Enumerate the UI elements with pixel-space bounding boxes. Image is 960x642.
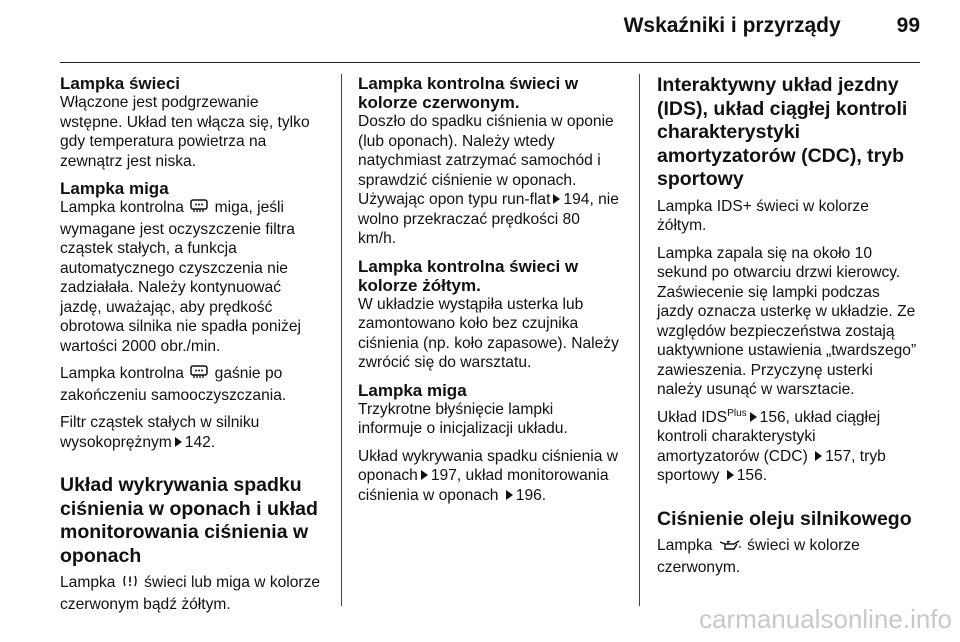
text-span: gaśnie po zakończeniu samooczyszczania. — [60, 365, 287, 404]
superscript: Plus — [727, 407, 747, 419]
paragraph — [60, 413, 322, 452]
text-span: Filtr cząstek stałych w silniku wysokoprężnym — [60, 414, 260, 451]
column-1 — [60, 74, 322, 622]
oil-can-icon — [719, 538, 741, 558]
text-span: Lampka kontrolna — [60, 365, 184, 382]
section-lamp-flashing-2 — [358, 381, 620, 506]
text-span: miga, jeśli wymagane jest oczyszczenie filtra cząstek stałych, a funkcja automatycznego czyszczenia nie zadziałała. Należy kontynuować jazdę, uważając, aby prędkość obrotowa silnika nie spadła poniżej wartości 2000 obr./min. — [60, 199, 301, 355]
column-2 — [358, 74, 620, 513]
page-reference-icon — [815, 451, 822, 461]
page-reference-icon — [727, 470, 734, 480]
section-heading: Interaktywny układ jezdny (IDS), układ ciągłej kontroli charakterystyki amortyzatorów (CDC), tryb sportowy — [657, 74, 908, 190]
section-lamp-flashing — [60, 179, 322, 452]
watermark: carmanualsonline.info — [699, 604, 952, 634]
section-red-lamp — [358, 74, 620, 249]
text-span: nie wolno przekraczać prędkości 80 km/h. — [358, 191, 619, 247]
page-reference[interactable]: 196. — [515, 486, 547, 504]
page-reference[interactable]: 157, tryb sportowy — [657, 447, 886, 484]
paragraph — [60, 198, 322, 356]
text-span: Lampka — [60, 574, 116, 591]
section-heading: Lampka świeci — [60, 74, 181, 93]
page-title: Wskaźniki i przyrządy — [623, 14, 841, 37]
column-divider-1 — [341, 74, 342, 606]
section-oil-pressure — [657, 508, 919, 578]
paragraph — [60, 364, 322, 405]
section-heading: Lampka kontrolna świeci w kolorze żółtym. — [358, 256, 579, 295]
page-reference-icon — [750, 412, 757, 422]
page-reference[interactable]: 142. — [184, 433, 216, 451]
paragraph: Lampka zapala się na około 10 sekund po otwarciu drzwi kierowcy. Zaświecenie się lampki podczas jazdy oznacza usterkę w układzie. Ze względów bezpieczeństwa zostają uaktywnione ustawienia „twardszego” zawieszenia. Przyczynę usterki należy usunąć w warsztacie. — [657, 244, 917, 398]
section-tire-pressure — [60, 474, 322, 614]
page-reference-icon — [175, 437, 182, 447]
page-reference[interactable]: 156. — [736, 467, 768, 484]
paragraph: Lampka IDS+ świeci w kolorze żółtym. — [657, 197, 869, 234]
text-span: Lampka kontrolna — [60, 199, 184, 216]
paragraph — [657, 408, 919, 486]
section-lamp-on — [60, 74, 322, 171]
text-span: Układ wykrywania spadku ciśnienia w oponach — [358, 447, 619, 484]
diesel-particle-filter-icon — [190, 364, 208, 386]
paragraph: W układzie wystąpiła usterka lub zamontowano koło bez czujnika ciśnienia (np. koło zapasowe). Należy zwrócić się do warsztatu. — [358, 295, 619, 371]
header-divider — [60, 62, 920, 63]
paragraph — [358, 447, 620, 506]
page-reference-icon — [421, 470, 428, 480]
text-span: Doszło do spadku ciśnienia w oponie (lub oponach). Należy wtedy natychmiast zatrzymać samochód i sprawdzić ciśnienie w oponach. Używając opon typu run-flat — [358, 113, 614, 208]
page-reference[interactable]: 156, układ ciągłej kontroli charakterystyki amortyzatorów (CDC) — [657, 408, 881, 465]
section-heading: Układ wykrywania spadku ciśnienia w oponach i układ monitorowania ciśnienia w oponach — [60, 474, 318, 567]
page-header — [0, 14, 920, 38]
text-span: świeci w kolorze czerwonym. — [657, 537, 860, 576]
page-reference[interactable]: 194, — [563, 191, 594, 208]
column-3 — [657, 74, 919, 585]
section-yellow-lamp — [358, 257, 620, 373]
text-span: Układ IDS — [657, 408, 728, 426]
page-reference-icon — [506, 490, 513, 500]
section-heading: Lampka miga — [358, 380, 467, 400]
paragraph — [358, 112, 620, 249]
column-divider-2 — [639, 74, 640, 606]
paragraph: Włączone jest podgrzewanie wstępne. Układ ten włącza się, tylko gdy temperatura powietrza na zewnątrz jest niska. — [60, 94, 310, 170]
paragraph — [657, 536, 919, 577]
diesel-particle-filter-icon — [190, 198, 208, 220]
page-reference-icon — [553, 194, 560, 204]
section-heading: Lampka kontrolna świeci w kolorze czerwonym. — [358, 74, 579, 112]
tire-pressure-warning-icon — [122, 573, 138, 595]
page-number: 99 — [896, 14, 920, 37]
section-heading: Lampka miga — [60, 179, 169, 198]
page-reference[interactable]: 197, układ monitorowania ciśnienia w oponach — [358, 467, 609, 504]
paragraph: Trzykrotne błyśnięcie lampki informuje o inicjalizacji układu. — [358, 400, 568, 437]
text-span: świeci lub miga w kolorze czerwonym bądź żółtym. — [60, 574, 321, 613]
section-ids-cdc — [657, 74, 919, 486]
section-heading: Ciśnienie oleju silnikowego — [657, 507, 912, 530]
paragraph — [60, 573, 322, 614]
text-span: Lampka — [657, 537, 713, 554]
